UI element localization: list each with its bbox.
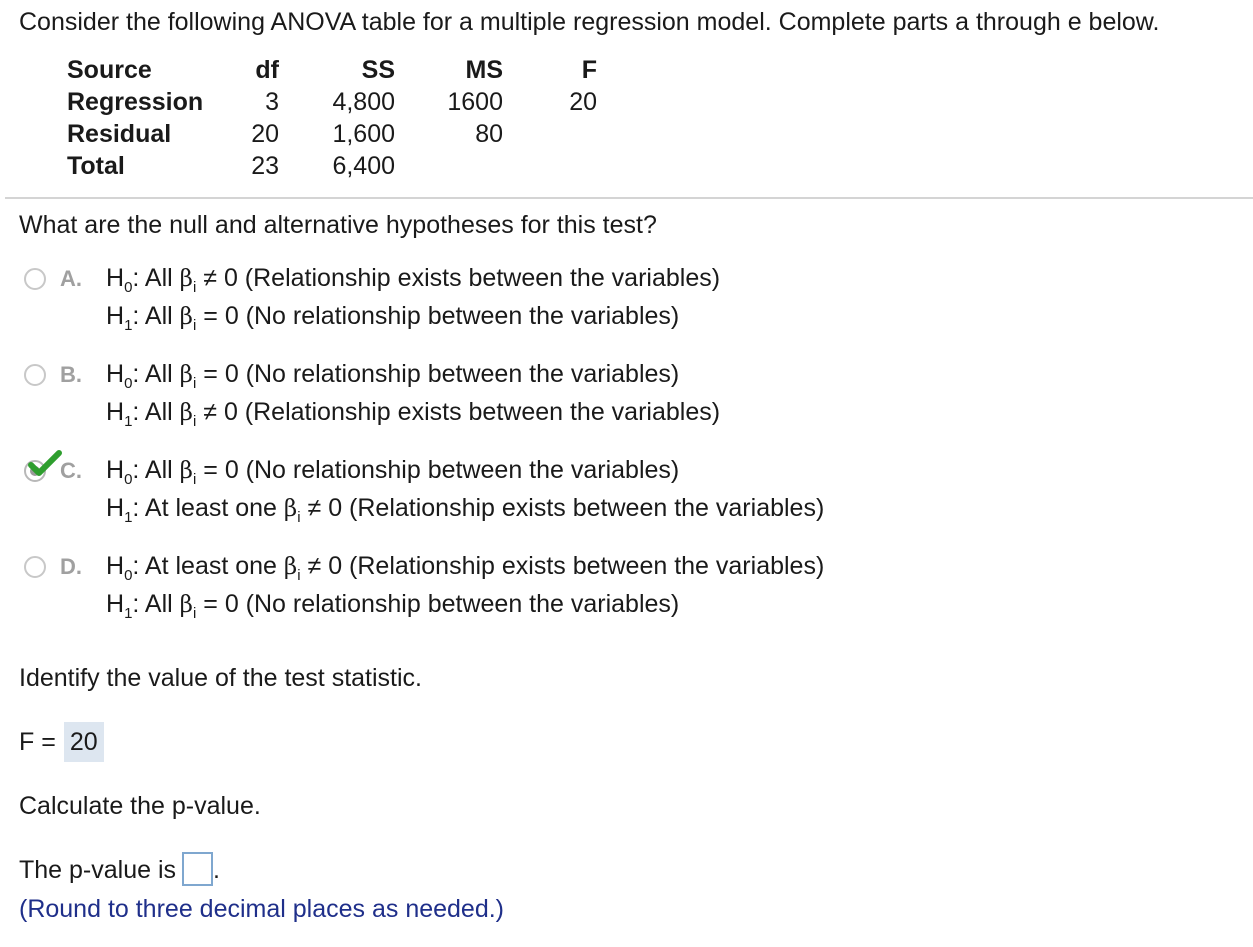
hypothesis-text: 0 (No relationship between the variables)	[224, 302, 680, 330]
option-letter: D.	[60, 554, 82, 579]
hypothesis-text: 0 (Relationship exists between the variables)	[328, 552, 825, 580]
df-cell: 23	[251, 152, 279, 180]
beta-subscript: i	[297, 509, 301, 526]
quantifier: All	[144, 360, 173, 388]
beta-symbol: β	[179, 304, 193, 330]
h-symbol: H	[106, 264, 125, 292]
f-answer	[19, 722, 104, 762]
alternative-hypothesis: $H_1$: All $\beta_i = 0$ (No relationship between the variables)	[106, 590, 680, 622]
h-subscript: 0	[124, 567, 133, 584]
p-value-input[interactable]	[182, 852, 213, 886]
beta-symbol: β	[179, 266, 193, 292]
beta-symbol: β	[179, 400, 193, 426]
p-value-prefix: The p-value is	[19, 856, 177, 884]
beta-subscript: i	[192, 471, 197, 488]
radio-button-b[interactable]	[24, 364, 46, 386]
alternative-hypothesis: $H_1$: At least one $\beta_i \ne 0$ (Relationship exists between the variables)	[106, 494, 825, 526]
option-letter: C.	[60, 458, 82, 483]
null-hypothesis: $H_0$: All $\beta_i = 0$ (No relationship between the variables)	[106, 456, 680, 488]
h-symbol: H	[106, 302, 125, 330]
hypothesis-text: 0 (Relationship exists between the variables)	[223, 264, 721, 292]
ms-cell: 80	[475, 120, 503, 148]
quantifier: All	[144, 302, 173, 330]
h-symbol: H	[106, 360, 125, 388]
beta-subscript: i	[192, 375, 197, 392]
option-d[interactable]	[22, 552, 922, 632]
question-hypotheses: What are the null and alternative hypotheses for this test?	[19, 211, 657, 239]
source-cell: Residual	[67, 120, 172, 148]
relation-symbol: ≠	[203, 264, 217, 292]
option-c[interactable]	[22, 456, 922, 536]
relation-symbol: ≠	[307, 552, 322, 580]
header-ss: SS	[361, 56, 395, 84]
f-label: F =	[19, 728, 56, 756]
ss-cell: 6,400	[332, 152, 395, 180]
beta-subscript: i	[297, 567, 301, 584]
h-subscript: 1	[124, 605, 133, 622]
f-value-box: 20	[64, 722, 104, 762]
h-subscript: 1	[124, 317, 133, 334]
relation-symbol: =	[203, 360, 218, 388]
relation-symbol: =	[203, 456, 218, 484]
problem-statement: Consider the following ANOVA table for a multiple regression model. Complete parts a through e below.	[19, 8, 1160, 36]
beta-symbol: β	[179, 458, 193, 484]
beta-symbol: β	[283, 554, 298, 580]
h-subscript: 0	[124, 471, 133, 488]
null-hypothesis: $H_0$: All $\beta_i \ne 0$ (Relationship exists between the variables)	[106, 264, 721, 296]
section-divider	[5, 197, 1253, 199]
hypothesis-text: 0 (Relationship exists between the variables)	[223, 398, 721, 426]
null-hypothesis: $H_0$: At least one $\beta_i \ne 0$ (Relationship exists between the variables)	[106, 552, 825, 584]
header-df: df	[255, 56, 279, 84]
df-cell: 20	[251, 120, 279, 148]
rounding-note: (Round to three decimal places as needed.)	[19, 895, 505, 923]
relation-symbol: ≠	[203, 398, 217, 426]
quantifier: All	[144, 590, 173, 618]
p-value-suffix: .	[213, 856, 220, 884]
alternative-hypothesis: $H_1$: All $\beta_i \ne 0$ (Relationship exists between the variables)	[106, 398, 721, 430]
question-test-statistic: Identify the value of the test statistic.	[19, 664, 422, 692]
quantifier: All	[144, 456, 173, 484]
hypothesis-text: 0 (No relationship between the variables)	[224, 456, 680, 484]
f-cell: 20	[569, 88, 597, 116]
h-subscript: 1	[124, 413, 133, 430]
beta-subscript: i	[192, 413, 197, 430]
h-subscript: 0	[124, 279, 133, 296]
ss-cell: 4,800	[332, 88, 395, 116]
beta-subscript: i	[192, 317, 197, 334]
h-symbol: H	[106, 494, 125, 522]
question-p-value: Calculate the p-value.	[19, 792, 261, 820]
quantifier: All	[144, 264, 173, 292]
h-symbol: H	[106, 590, 125, 618]
option-a[interactable]	[22, 264, 922, 344]
quantifier: At least one	[144, 494, 277, 522]
beta-symbol: β	[179, 592, 193, 618]
correct-check-icon	[28, 450, 62, 480]
h-symbol: H	[106, 398, 125, 426]
beta-symbol: β	[179, 362, 193, 388]
alternative-hypothesis: $H_1$: All $\beta_i = 0$ (No relationship between the variables)	[106, 302, 680, 334]
header-ms: MS	[465, 56, 503, 84]
hypothesis-text: 0 (No relationship between the variables)	[224, 590, 680, 618]
header-source: Source	[67, 56, 152, 84]
ss-cell: 1,600	[332, 120, 395, 148]
source-cell: Regression	[67, 88, 204, 116]
beta-subscript: i	[192, 605, 197, 622]
ms-cell: 1600	[447, 88, 503, 116]
option-letter: B.	[60, 362, 82, 387]
quantifier: All	[144, 398, 173, 426]
h-symbol: H	[106, 456, 125, 484]
source-cell: Total	[67, 152, 125, 180]
h-symbol: H	[106, 552, 125, 580]
header-f: F	[581, 56, 597, 84]
option-letter: A.	[60, 266, 82, 291]
radio-button-d[interactable]	[24, 556, 46, 578]
relation-symbol: =	[203, 590, 218, 618]
p-value-answer	[19, 852, 220, 888]
radio-button-a[interactable]	[24, 268, 46, 290]
quantifier: At least one	[144, 552, 277, 580]
df-cell: 3	[265, 88, 279, 116]
null-hypothesis: $H_0$: All $\beta_i = 0$ (No relationship between the variables)	[106, 360, 680, 392]
relation-symbol: =	[203, 302, 218, 330]
beta-subscript: i	[192, 279, 197, 296]
beta-symbol: β	[283, 496, 298, 522]
hypothesis-text: 0 (No relationship between the variables)	[224, 360, 680, 388]
option-b[interactable]	[22, 360, 922, 440]
relation-symbol: ≠	[307, 494, 322, 522]
hypothesis-text: 0 (Relationship exists between the variables)	[328, 494, 825, 522]
h-subscript: 1	[124, 509, 133, 526]
h-subscript: 0	[124, 375, 133, 392]
